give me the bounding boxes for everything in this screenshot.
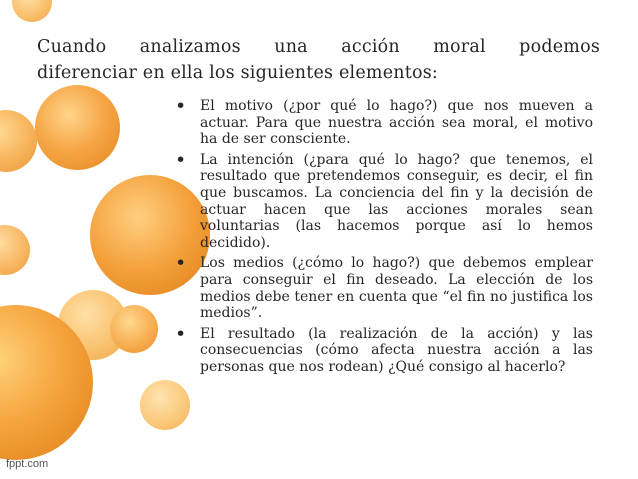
list-item	[173, 95, 593, 148]
decorative-circle	[110, 305, 158, 353]
bullet-icon: •	[175, 322, 187, 345]
bullet-icon: •	[175, 148, 187, 171]
intro-line: Cuando analizamos una acción moral podemos	[37, 37, 600, 57]
list-item	[173, 322, 593, 376]
intro-paragraph	[37, 34, 600, 86]
bullet-icon: •	[175, 95, 187, 117]
bullet-text: El motivo (¿por qué lo hago?) que nos mueven a actuar. Para que nuestra acción sea moral, el motivo ha de ser consciente.	[200, 98, 593, 148]
decorative-circle	[0, 110, 37, 172]
bullet-icon: •	[175, 252, 187, 275]
bullet-list	[173, 95, 593, 380]
bullet-text: La intención (¿para qué lo hago? que tenemos, el resultado que pretendemos conseguir, es decir, el fin que buscamos. La conciencia del fin y la decisión de actuar hacen que las acciones morales sean voluntarias (las hacemos porque así lo hemos decidido).	[200, 151, 593, 251]
decorative-circle	[35, 85, 120, 170]
bullet-text: El resultado (la realización de la acción) y las consecuencias (cómo afecta nuestra acción a las personas que nos rodean) ¿Qué consigo al hacerlo?	[200, 325, 593, 375]
decorative-circle	[0, 225, 30, 275]
footer-brand: fppt.com	[6, 458, 49, 470]
bullet-text: Los medios (¿cómo lo hago?) que debemos emplear para conseguir el fin deseado. La elección de los medios debe tener en cuenta que “el fin no justifica los medios”.	[200, 255, 593, 322]
intro-line: diferenciar en ella los siguientes elementos:	[37, 63, 438, 83]
list-item	[173, 148, 593, 252]
decorative-circle	[12, 0, 52, 22]
list-item	[173, 252, 593, 322]
decorative-circle	[140, 380, 190, 430]
